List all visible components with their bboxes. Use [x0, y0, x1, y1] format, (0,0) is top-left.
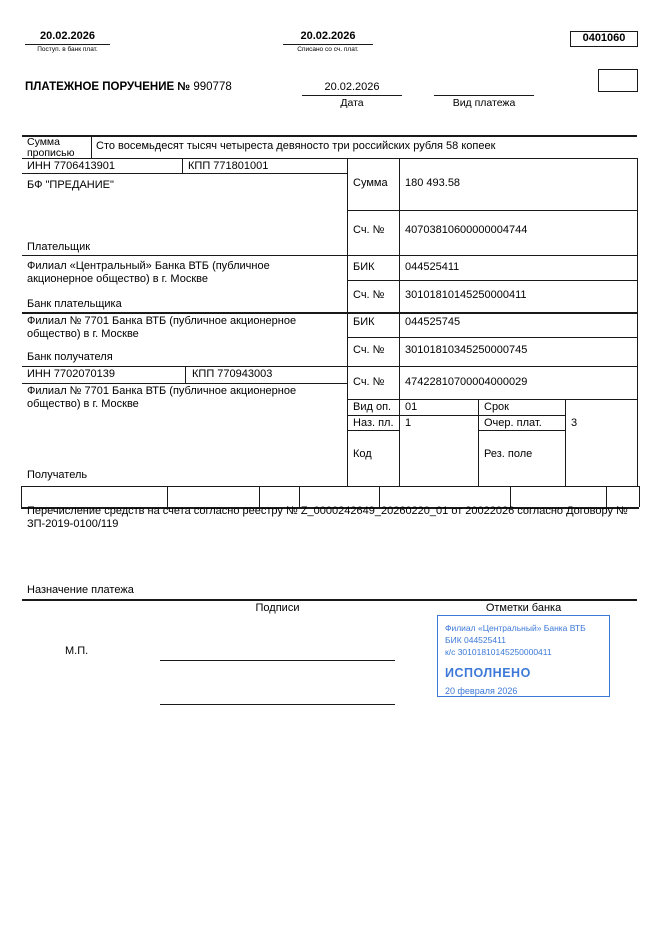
col-line [478, 399, 479, 486]
sum-words-value: Сто восемьдесят тысяч четыреста девяносто три российских рубля 58 копеек [96, 140, 496, 152]
cell-line [167, 486, 168, 507]
date-debited-label: Списано со сч. плат. [297, 46, 359, 53]
code-label: Код [353, 448, 372, 460]
amount-label: Сумма [353, 177, 388, 189]
cell-line [21, 486, 22, 507]
payer-bank-bik: 044525411 [405, 261, 460, 273]
date-received-underline [25, 44, 110, 45]
mp-label: М.П. [65, 645, 89, 657]
cell-line [379, 486, 380, 507]
col-line [182, 158, 183, 173]
recipient-kpp: КПП 770943003 [192, 368, 273, 380]
pay-purpose-code-value: 1 [405, 417, 412, 429]
form-code-box [570, 31, 638, 47]
row-line [347, 415, 565, 416]
row-line [22, 158, 637, 159]
stamp-bank-name: Филиал «Центральный» Банка ВТБ [445, 623, 586, 633]
doc-date-underline [302, 95, 402, 96]
payment-type-label: Вид платежа [452, 97, 516, 109]
col-line [91, 135, 92, 158]
cell-line [510, 486, 511, 507]
stamp-date: 20 февраля 2026 [445, 686, 518, 696]
stamp-status: ИСПОЛНЕНО [445, 666, 531, 680]
bank-executed-stamp [437, 615, 610, 697]
row-line [347, 399, 637, 400]
date-received-label: Поступ. в банк плат. [37, 46, 98, 53]
cell-line [639, 486, 640, 507]
signatures-label: Подписи [255, 602, 300, 614]
payer-bank-account: 30101810145250000411 [405, 289, 527, 301]
row-line [21, 486, 639, 487]
table-right-line [637, 158, 638, 486]
stamp-bik: БИК 044525411 [445, 635, 506, 645]
row-line [347, 280, 637, 281]
sum-words-label: Сумма прописью [27, 136, 75, 159]
recipient-inn: ИНН 7702070139 [27, 368, 116, 380]
signature-line-2 [160, 704, 395, 705]
payer-bank-account-label: Сч. № [353, 289, 385, 301]
stamp-corr-account: к/с 30101810145250000411 [445, 647, 552, 657]
op-type-value: 01 [405, 401, 418, 413]
row-line [347, 210, 637, 211]
payment-type-box [598, 69, 638, 92]
col-line [185, 366, 186, 383]
date-received-value: 20.02.2026 [39, 30, 96, 42]
recipient-name: Филиал № 7701 Банка ВТБ (публичное акционерное общество) в г. Москве [27, 385, 297, 410]
payer-kpp: КПП 771801001 [188, 160, 269, 172]
payer-bank-section-label: Банк плательщика [27, 298, 122, 310]
col-line [399, 158, 400, 486]
op-type-label: Вид оп. [353, 401, 392, 413]
col-line [347, 158, 348, 486]
payer-section-label: Плательщик [27, 241, 91, 253]
payer-account: 40703810600000004744 [405, 224, 528, 236]
payer-bank-name: Филиал «Центральный» Банка ВТБ (публичное акционерное общество) в г. Москве [27, 260, 270, 285]
purpose-bottom-line [22, 599, 637, 601]
doc-date-label: Дата [340, 97, 364, 109]
recipient-bank-bik-label: БИК [353, 316, 375, 328]
bank-marks-label: Отметки банка [485, 602, 562, 614]
date-debited-value: 20.02.2026 [300, 30, 356, 42]
page-title-text: ПЛАТЕЖНОЕ ПОРУЧЕНИЕ № [25, 81, 191, 93]
cell-line [299, 486, 300, 507]
recipient-bank-bik: 044525745 [405, 316, 461, 328]
recipient-bank-account-label: Сч. № [353, 344, 385, 356]
priority-value: 3 [571, 417, 578, 429]
row-line [347, 430, 399, 431]
purpose-section-label: Назначение платежа [27, 584, 134, 596]
row-line [22, 255, 637, 256]
recipient-account: 47422810700004000029 [405, 376, 528, 388]
col-line [565, 399, 566, 486]
payer-account-label: Сч. № [353, 224, 385, 236]
section-line [22, 312, 637, 314]
purpose-text: Перечисление средств на счета согласно реестру № Z_0000242649_20260220_01 от 20022026 согласно Договору № ЗП-2019-0100/119 [27, 505, 628, 530]
row-line [478, 430, 565, 431]
pay-purpose-code-label: Наз. пл. [353, 417, 394, 429]
recipient-bank-section-label: Банк получателя [27, 351, 113, 363]
term-label: Срок [484, 401, 509, 413]
cell-line [606, 486, 607, 507]
cell-line [259, 486, 260, 507]
row-line [22, 383, 347, 384]
recipient-section-label: Получатель [27, 469, 88, 481]
row-line [22, 173, 347, 174]
priority-label: Очер. плат. [484, 417, 542, 429]
payment-type-underline [434, 95, 534, 96]
row-line [347, 337, 637, 338]
signature-line-1 [160, 660, 395, 661]
recipient-account-label: Сч. № [353, 376, 385, 388]
payer-name: БФ "ПРЕДАНИЕ" [27, 179, 114, 191]
row-line [22, 366, 637, 367]
recipient-bank-account: 30101810345250000745 [405, 344, 528, 356]
doc-date-value: 20.02.2026 [324, 81, 380, 93]
form-code: 0401060 [582, 32, 626, 44]
page-title [25, 81, 232, 94]
recipient-bank-name: Филиал № 7701 Банка ВТБ (публичное акционерное общество) в г. Москве [27, 315, 297, 340]
date-debited-underline [283, 44, 373, 45]
amount-value: 180 493.58 [405, 177, 461, 189]
reserve-field-label: Рез. поле [484, 448, 533, 460]
payer-inn: ИНН 7706413901 [27, 160, 116, 172]
payer-bank-bik-label: БИК [353, 261, 375, 273]
doc-number: 990778 [193, 81, 232, 93]
table-top-line [22, 135, 637, 137]
